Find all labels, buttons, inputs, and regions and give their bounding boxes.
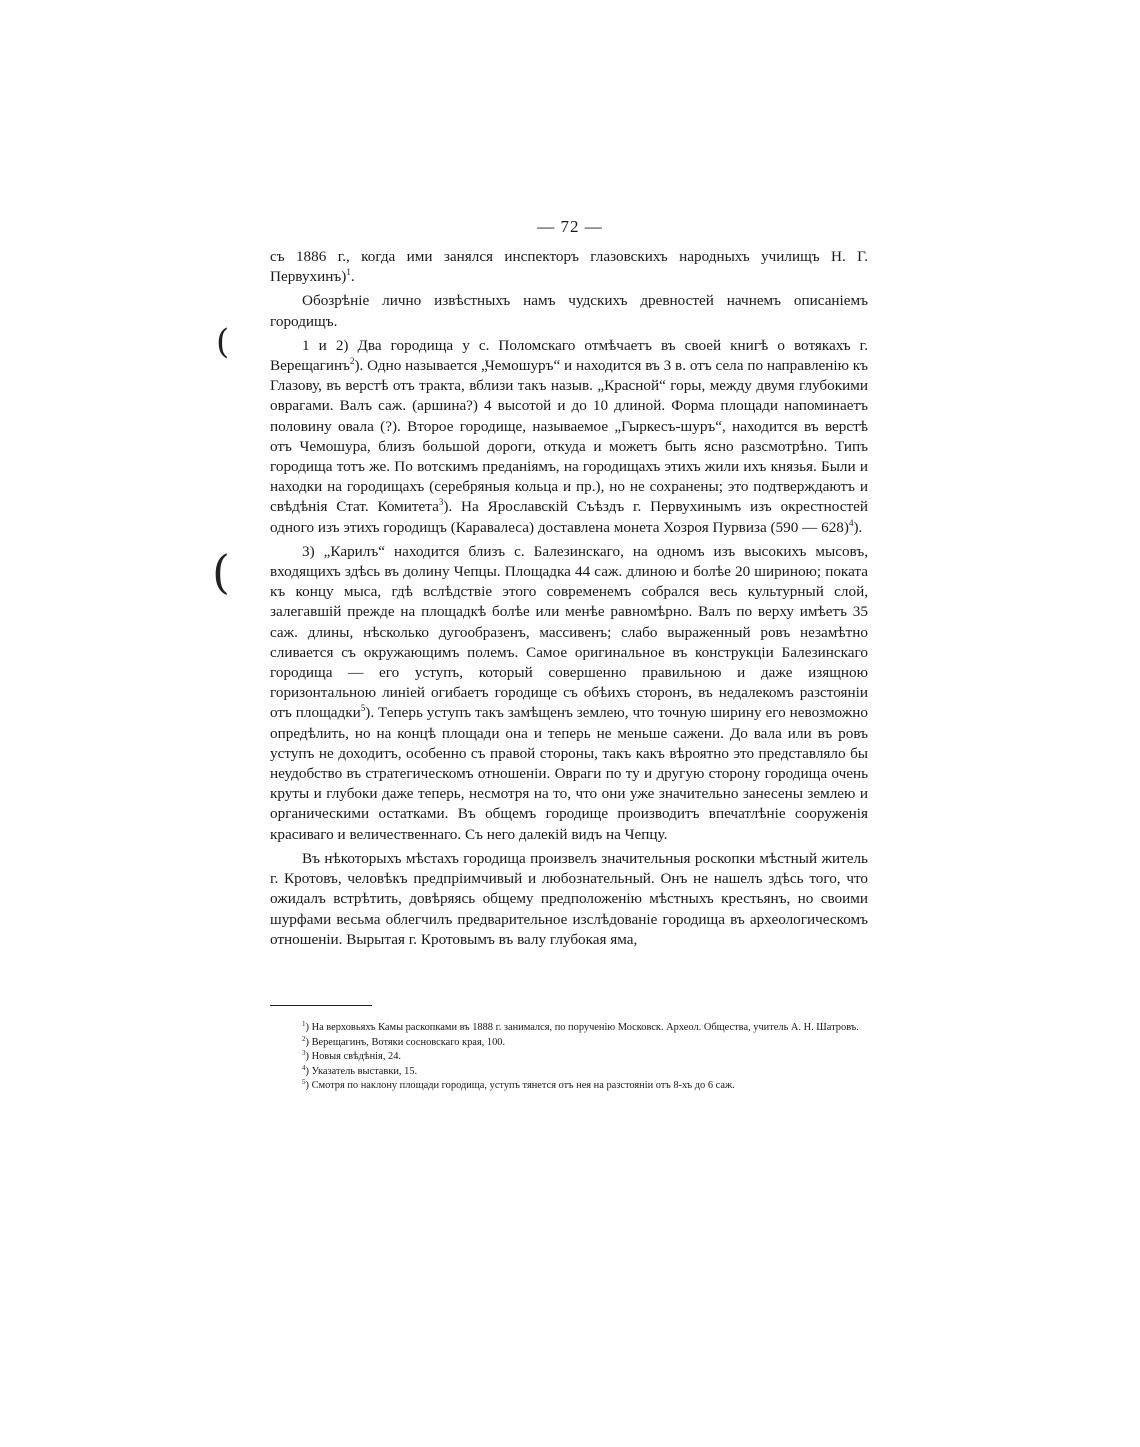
footnote-ref: 3 bbox=[438, 497, 444, 508]
paragraph: 1 и 2) Два городища у с. Поломскаго отмѣчаетъ въ своей книгѣ о вотякахъ г. Верещагинъ$^2$). Одно называется „Чемошуръ“ и находится въ 3 в. отъ села по направленію къ Глазову, въ верстѣ отъ тракта, вблизи такъ назыв. „Красной“ горы, между двумя глубокими оврагами. Валъ саж. (аршина?) 4 высотой и до 10 длиной. Форма площади напоминаетъ половину овала (?). Второе городище, называемое „Гыркесъ-шуръ“, находится въ верстѣ отъ Чемошура, близъ большой дороги, откуда и можетъ быть ясно разсмотрѣно. Типъ городища тотъ же. По вотскимъ преданіямъ, на городищахъ этихъ жили ихъ князья. Были и находки на городищахъ (серебряныя кольца и пр.), но не сохранены; это подтверждаютъ и свѣдѣнія Стат. Комитета$^3$). На Ярославскій Съѣздъ г. Первухинымъ изъ окрестностей одного изъ этихъ городищъ (Каравалеса) доставлена монета Хозроя Пурвиза (590 — 628)$^4$). bbox=[270, 336, 868, 536]
footnote-ref: 1 bbox=[346, 267, 351, 278]
footnote: $^3$) Новыя свѣдѣнія, 24. bbox=[302, 1049, 402, 1063]
margin-bracket-mark: ( bbox=[212, 545, 230, 599]
footnote: $^4$) Указатель выставки, 15. bbox=[302, 1063, 418, 1077]
footnote: $^5$) Смотря по наклону площади городища, уступъ тянется отъ нея на разстояніи отъ 8-хъ до 6 саж. bbox=[302, 1078, 735, 1092]
footnotes bbox=[270, 1021, 868, 1094]
footnote: $^2$) Верещагинъ, Вотяки сосновскаго края, 100. bbox=[302, 1034, 506, 1048]
footnote-ref: 4 bbox=[848, 517, 854, 528]
footnote: $^1$) На верховьяхъ Камы раскопками въ 1888 г. занимался, по порученію Московск. Археол. Общества, учитель А. Н. Шатровъ. bbox=[302, 1020, 859, 1033]
footnote-ref: 5 bbox=[360, 703, 366, 714]
paragraph: Въ нѣкоторыхъ мѣстахъ городища произвелъ значительныя роскопки мѣстный житель г. Кротовъ, человѣкъ предпріимчивый и любознательный. Онъ не нашелъ здѣсь того, что ожидалъ встрѣтить, довѣряясь общему предположенію мѣстныхъ крестьянъ, но своими шурфами весьма облегчилъ предварительное изслѣдованіе городища въ археологическомъ отношеніи. Вырытая г. Кротовымъ въ валу глубокая яма, bbox=[270, 849, 868, 948]
margin-bracket-mark: ( bbox=[216, 322, 230, 362]
paragraph: 3) „Карилъ“ находится близъ с. Балезинскаго, на одномъ изъ высокихъ мысовъ, входящихъ здѣсь въ долину Чепцы. Площадка 44 саж. длиною и болѣе 20 шириною; поката къ концу мыса, гдѣ вслѣдствіе этого современемъ собрался весь культурный слой, залегавшій прежде на площадкѣ болѣе или менѣе равномѣрно. Валъ по верху имѣетъ 35 саж. длины, нѣсколько дугообразенъ, массивенъ; слабо выраженный ровъ незамѣтно сливается съ окружающимъ полемъ. Самое оригинальное въ конструкціи Балезинскаго городища — его уступъ, который совершенно правильною и даже изящною горизонтальною линіей огибаетъ городище съ обѣихъ сторонъ, въ недалекомъ разстояніи отъ площадки$^5$). Теперь уступъ такъ замѣщенъ землею, что точную ширину его невозможно опредѣлить, но на концѣ площади она и теперь не меньше сажени. До вала или въ ровъ уступъ не доходитъ, особенно съ правой стороны, такъ какъ вѣроятно это представляло бы неудобство въ стратегическомъ отношеніи. Овраги по ту и другую сторону городища очень круты и глубоки даже теперь, несмотря на то, что они уже значительно занесены землею и органическими остатками. Въ общемъ городище производитъ впечатлѣніе сооруженія красиваго и величественнаго. Съ него далекій видъ на Чепцу. bbox=[270, 542, 868, 843]
paragraph: Обозрѣніе лично извѣстныхъ намъ чудскихъ древностей начнемъ описаніемъ городищъ. bbox=[270, 292, 868, 330]
body-text bbox=[270, 247, 868, 950]
footnote-ref: 2 bbox=[349, 356, 355, 367]
footnote-rule bbox=[270, 1005, 372, 1006]
paragraph: съ 1886 г., когда ими занялся инспекторъ глазовскихъ народныхъ училищъ Н. Г. Первухинъ)$^1$. bbox=[270, 248, 868, 286]
page-number: — 72 — bbox=[537, 217, 603, 236]
